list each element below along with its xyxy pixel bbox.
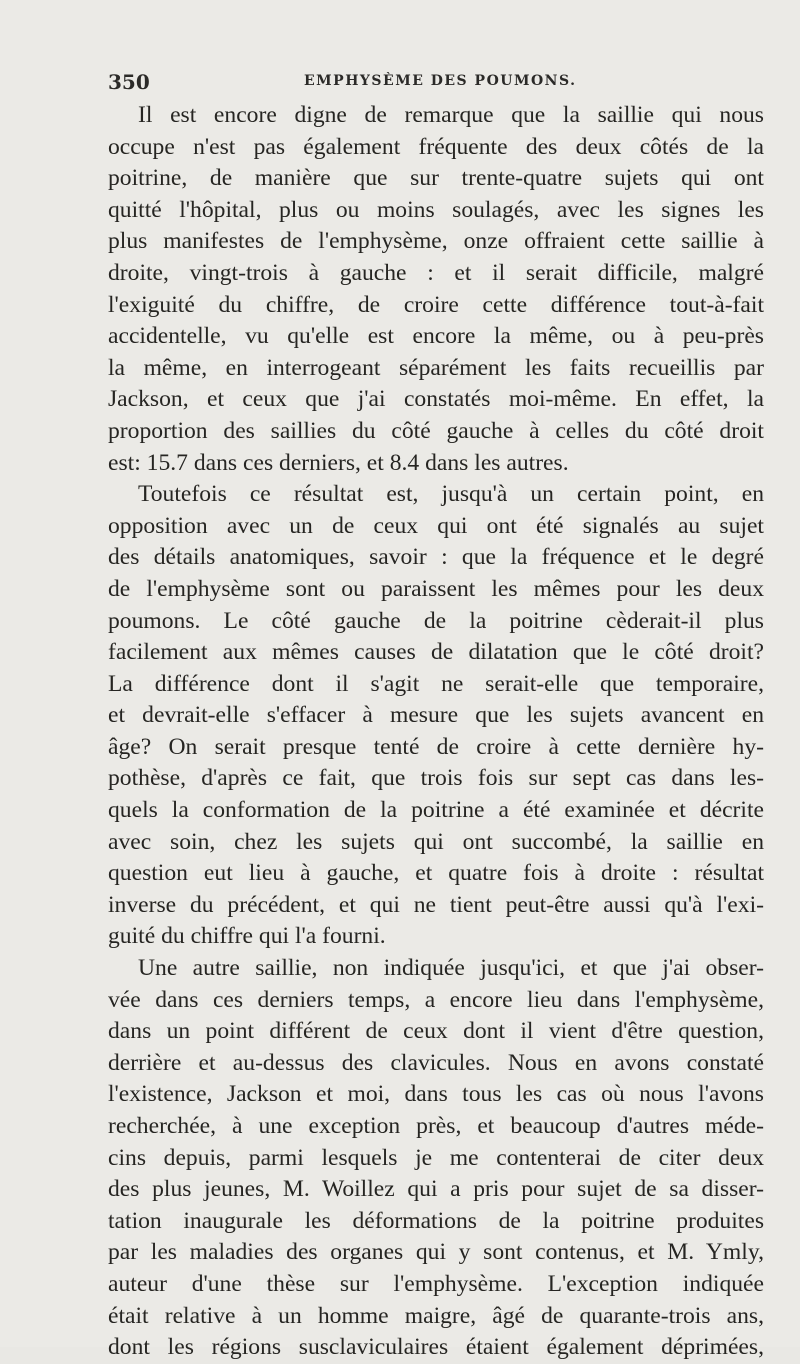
text-line: derrière et au-dessus des clavicules. Nous en avons constaté	[108, 1049, 764, 1076]
text-line: poitrine, de manière que sur trente-quatre sujets qui ont	[108, 165, 764, 192]
text-line: des plus jeunes, M. Woillez qui a pris pour sujet de sa disser-	[108, 1176, 764, 1203]
text-line: avec soin, chez les sujets qui ont succombé, la saillie en	[108, 828, 764, 855]
text-line: poumons. Le côté gauche de la poitrine cèderait-il plus	[108, 607, 764, 634]
text-line: La différence dont il s'agit ne serait-elle que temporaire,	[108, 670, 764, 697]
text-line: et devrait-elle s'effacer à mesure que les sujets avancent en	[108, 702, 764, 729]
text-line: par les maladies des organes qui y sont contenus, et M. Ymly,	[108, 1239, 764, 1266]
text-line: quitté l'hôpital, plus ou moins soulagés, avec les signes les	[108, 196, 764, 223]
text-line: question eut lieu à gauche, et quatre fois à droite : résultat	[108, 860, 764, 887]
text-line: Il est encore digne de remarque que la saillie qui nous	[138, 102, 764, 128]
text-line: vée dans ces derniers temps, a encore lieu dans l'emphysème,	[108, 986, 764, 1013]
text-line: plus manifestes de l'emphysème, onze offraient cette saillie à	[108, 228, 764, 255]
text-line: dans un point différent de ceux dont il vient d'être question,	[108, 1018, 764, 1045]
text-line: guité du chiffre qui l'a fourni.	[108, 923, 386, 950]
text-line: est: 15.7 dans ces derniers, et 8.4 dans les autres.	[108, 449, 569, 476]
text-line: recherchée, à une exception près, et beaucoup d'autres méde-	[108, 1113, 764, 1139]
text-line: l'exiguité du chiffre, de croire cette différence tout-à-fait	[108, 291, 764, 318]
text-line: était relative à un homme maigre, âgé de quarante-trois ans,	[108, 1302, 764, 1329]
text-line: cins depuis, parmi lesquels je me contenterai de citer deux	[108, 1144, 764, 1171]
text-line: droite, vingt-trois à gauche : et il serait difficile, malgré	[108, 259, 764, 286]
text-line: dont les régions susclaviculaires étaient également déprimées,	[108, 1334, 764, 1361]
text-line: Jackson, et ceux que j'ai constatés moi-même. En effet, la	[108, 386, 764, 413]
body-text	[108, 100, 764, 1364]
text-line: tation inaugurale les déformations de la poitrine produites	[108, 1207, 764, 1234]
text-line: Une autre saillie, non indiquée jusqu'ici, et que j'ai obser-	[138, 955, 764, 982]
text-line: facilement aux mêmes causes de dilatation que le côté droit?	[108, 639, 764, 666]
text-line: proportion des saillies du côté gauche à celles du côté droit	[108, 417, 764, 444]
text-line: âge? On serait presque tenté de croire à cette dernière hy-	[108, 733, 764, 760]
text-line: de l'emphysème sont ou paraissent les mêmes pour les deux	[108, 575, 764, 602]
running-title: EMPHYSÈME DES POUMONS.	[304, 73, 577, 89]
page-header	[108, 70, 578, 98]
text-line: opposition avec un de ceux qui ont été signalés au sujet	[108, 512, 764, 539]
text-line: quels la conformation de la poitrine a été examinée et décrite	[108, 797, 764, 824]
text-line: pothèse, d'après ce fait, que trois fois sur sept cas dans les-	[108, 765, 764, 792]
text-line: l'existence, Jackson et moi, dans tous les cas où nous l'avons	[108, 1081, 764, 1108]
text-line: la même, en interrogeant séparément les faits recueillis par	[108, 354, 764, 381]
text-line: auteur d'une thèse sur l'emphysème. L'exception indiquée	[108, 1270, 764, 1297]
text-line: Toutefois ce résultat est, jusqu'à un certain point, en	[138, 481, 764, 508]
text-line: inverse du précédent, et qui ne tient peut-être aussi qu'à l'exi-	[108, 891, 764, 918]
page-number: 350	[108, 70, 150, 94]
text-line: des détails anatomiques, savoir : que la fréquence et le degré	[108, 544, 764, 571]
text-line: occupe n'est pas également fréquente des deux côtés de la	[108, 133, 764, 160]
text-line: accidentelle, vu qu'elle est encore la même, ou à peu-près	[108, 323, 764, 350]
